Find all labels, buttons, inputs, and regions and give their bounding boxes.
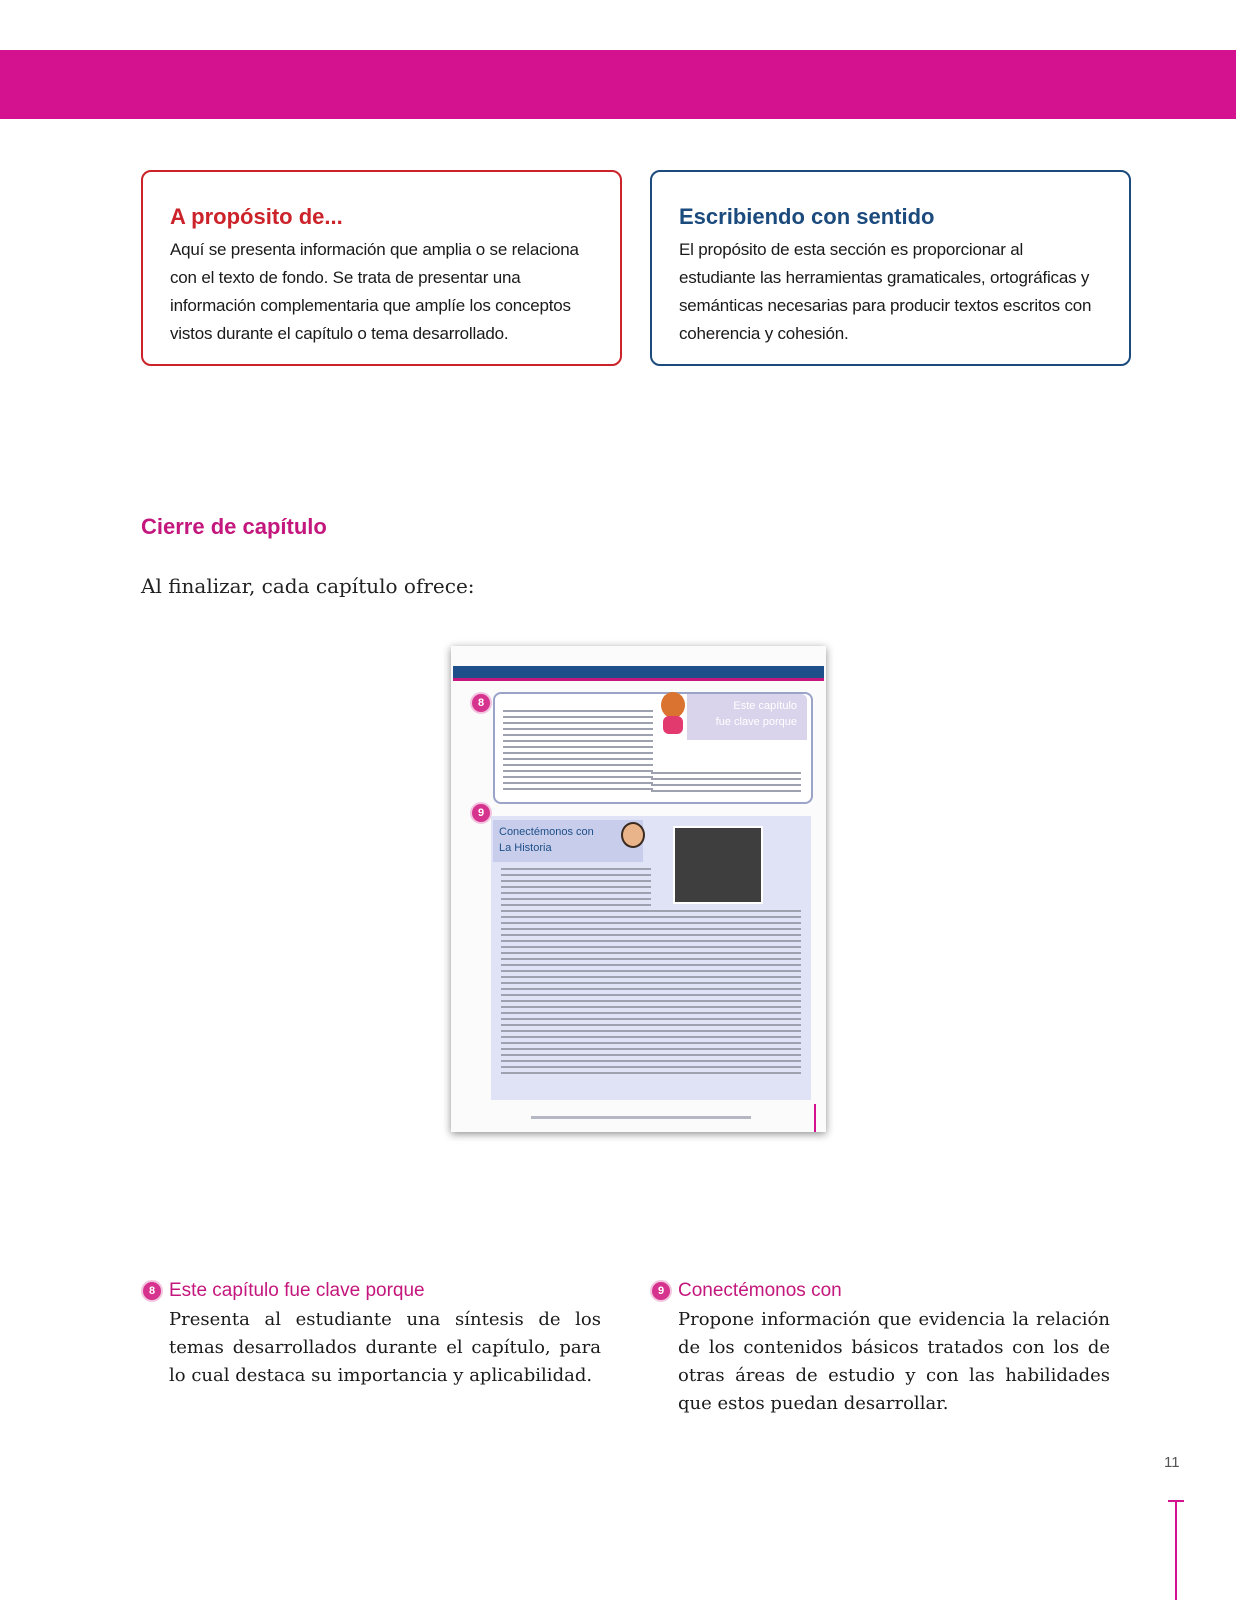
sample-page-thumbnail — [451, 646, 826, 1132]
thumbnail-text-lines — [503, 710, 653, 792]
definition-9-title: Conectémonos con — [678, 1280, 842, 1301]
box-b-title: Escribiendo con sentido — [679, 204, 935, 229]
girl-character-icon — [661, 692, 685, 718]
thumbnail-badge-9: 9 — [470, 802, 492, 824]
definition-9 — [650, 1280, 1110, 1418]
thumbnail-header-stripe — [453, 678, 824, 681]
girl-character-body-icon — [663, 716, 683, 734]
boy-character-icon — [621, 822, 645, 848]
thumbnail-text-lines — [501, 868, 651, 1078]
definition-8-text: Presenta al estudiante una síntesis de los temas desarrollados durante el capítulo, para lo cual destaca su importancia y aplicabilidad. — [169, 1309, 601, 1386]
thumbnail-edge-mark — [814, 1104, 816, 1132]
section-intro: Al finalizar, cada capítulo ofrece: — [141, 574, 475, 598]
thumbnail-header-band — [453, 666, 824, 678]
box-escribiendo-con-sentido — [650, 170, 1131, 366]
page-number: 11 — [1164, 1454, 1180, 1471]
definition-9-header — [650, 1280, 1110, 1302]
thumbnail-box-8-header — [687, 694, 807, 740]
definition-8 — [141, 1280, 601, 1390]
header-band — [0, 50, 1236, 119]
thumbnail-text-lines — [651, 772, 801, 796]
definition-8-title: Este capítulo fue clave porque — [169, 1280, 425, 1301]
box-b-text: El propósito de esta sección es proporcionar al estudiante las herramientas gramaticales, ortográficas y semánticas necesarias para producir textos escritos con coherencia y cohesión. — [679, 240, 1092, 343]
page-edge-mark — [1175, 1500, 1177, 1600]
box-a-proposito — [141, 170, 622, 366]
thumbnail-box-9-header — [493, 820, 643, 862]
thumbnail-box-9-title-line1: Conectémonos con — [499, 826, 594, 838]
thumbnail-text-lines — [647, 910, 801, 1078]
thumbnail-box-9-title-line2: La Historia — [499, 842, 552, 854]
historical-photo — [673, 826, 763, 904]
badge-8: 8 — [141, 1280, 163, 1302]
section-title: Cierre de capítulo — [141, 514, 327, 539]
thumbnail-box-8-title-line2: fue clave porque — [715, 716, 797, 728]
box-a-title: A propósito de... — [170, 204, 343, 229]
definition-9-text: Propone información que evidencia la relación de los contenidos básicos tratados con los de otras áreas de estudio y con las habilidades que estos puedan desarrollar. — [678, 1309, 1110, 1414]
thumbnail-box-8-title-line1: Este capítulo — [733, 700, 797, 712]
thumbnail-footer-line — [531, 1116, 751, 1119]
badge-9: 9 — [650, 1280, 672, 1302]
definition-8-header — [141, 1280, 601, 1302]
box-a-text: Aquí se presenta información que amplia o se relaciona con el texto de fondo. Se trata de presentar una información complementaria que amplíe los conceptos vistos durante el capítulo o tema desarrollado. — [170, 240, 579, 343]
thumbnail-badge-8: 8 — [470, 692, 492, 714]
